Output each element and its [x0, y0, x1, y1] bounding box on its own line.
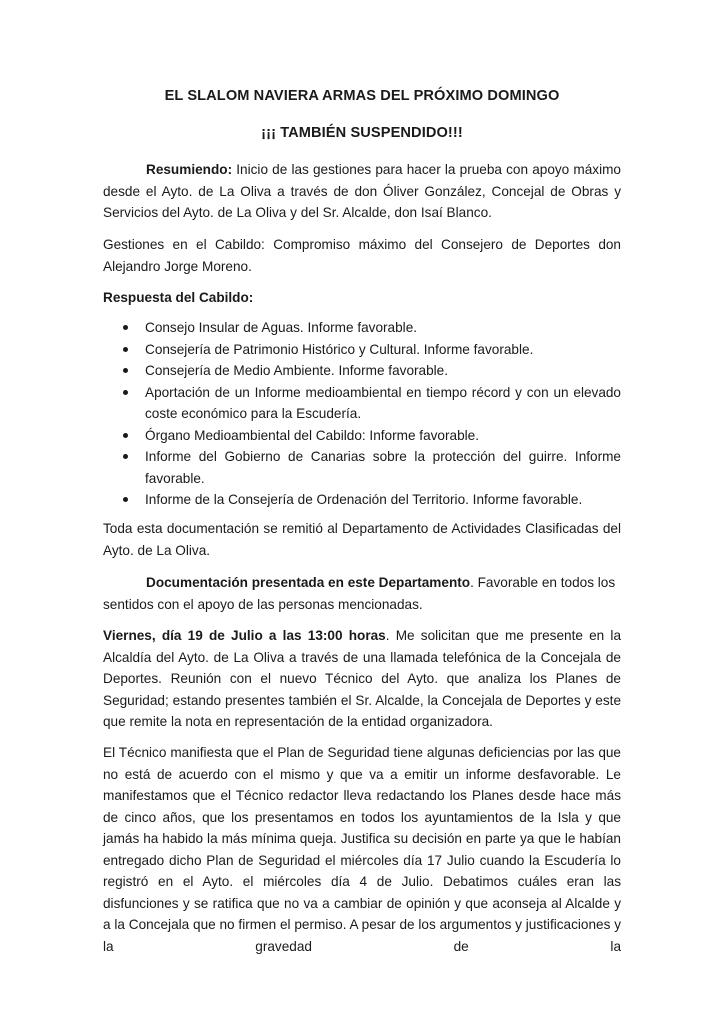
- department-label: Documentación presentada en este Departamento: [146, 575, 471, 590]
- bullet-icon: [123, 347, 128, 352]
- meeting-text: . Me solicitan que me presente en la Alcaldía del Ayto. de La Oliva a través de una llamada telefónica de la Concejala de Deportes. Reunión con el nuevo Técnico del Ayto. que analiza los Planes de Seguridad; estando presentes también el Sr. Alcalde, la Concejala de Deportes y este que remite la nota en representación de la entidad organizadora.: [103, 628, 621, 729]
- cabildo-response-heading-text: Respuesta del Cabildo:: [103, 290, 254, 305]
- technician-paragraph: El Técnico manifiesta que el Plan de Seguridad tiene algunas deficiencias por las que no está de acuerdo con el mismo y que va a emitir un informe desfavorable. Le manifestamos que el Técnico redactor lleva redactando los Planes desde hace más de cinco años, que los presentamos en todos los ayuntamientos de la Isla y que jamás ha habido la más mínima queja. Justifica su decisión en parte ya que le habían entregado dicho Plan de Seguridad el miércoles día 17 Julio cuando la Escudería lo registró en el Ayto. el miércoles día 4 de Julio. Debatimos cuáles eran las disfunciones y se ratifica que no va a cambiar de opinión y que aconseja al Alcalde y a la Concejala que no firmen el permiso. A pesar de los argumentos y justificaciones y la gravedad de la: [103, 745, 621, 954]
- document-title: EL SLALOM NAVIERA ARMAS DEL PRÓXIMO DOMINGO: [164, 88, 560, 104]
- bullet-icon: [123, 454, 128, 459]
- summary-label: Resumiendo:: [146, 162, 233, 177]
- meeting-date-label: Viernes, día 19 de Julio a las 13:00 horas: [103, 628, 386, 643]
- list-item-text: Informe del Gobierno de Canarias sobre la protección del guirre. Informe favorable.: [145, 449, 621, 486]
- cabildo-efforts-paragraph: Gestiones en el Cabildo: Compromiso máximo del Consejero de Deportes don Alejandro Jorge Moreno.: [103, 237, 621, 274]
- summary-text: Inicio de las gestiones para hacer la prueba con apoyo máximo desde el Ayto. de La Oliva a través de don Óliver González, Concejal de Obras y Servicios del Ayto. de La Oliva y del Sr. Alcalde, don Isaí Blanco.: [103, 162, 621, 220]
- document-subtitle: ¡¡¡ TAMBIÉN SUSPENDIDO!!!: [261, 125, 463, 141]
- list-item-text: Informe de la Consejería de Ordenación del Territorio. Informe favorable.: [145, 492, 583, 507]
- meeting-paragraph: [103, 625, 621, 733]
- list-item-text: Órgano Medioambiental del Cabildo: Informe favorable.: [145, 427, 479, 443]
- list-item: [103, 360, 621, 382]
- bullet-icon: [123, 368, 128, 373]
- list-item: [103, 425, 621, 447]
- list-item: [103, 317, 621, 339]
- cabildo-response-list: [103, 317, 621, 511]
- list-item: [103, 339, 621, 361]
- bullet-icon: [123, 390, 128, 395]
- list-item-text: Consejería de Medio Ambiente. Informe favorable.: [145, 363, 449, 378]
- summary-paragraph: [103, 159, 621, 224]
- department-text: . Favorable en todos los sentidos con el apoyo de las personas mencionadas.: [103, 575, 616, 612]
- bullet-icon: [123, 325, 128, 330]
- department-paragraph: [103, 572, 621, 615]
- cabildo-response-heading: [103, 287, 621, 309]
- list-item: [103, 446, 621, 489]
- bullet-icon: [123, 433, 128, 438]
- list-item-text: Aportación de un Informe medioambiental en tiempo récord y con un elevado coste económico para la Escudería.: [145, 384, 621, 421]
- list-item-text: Consejería de Patrimonio Histórico y Cultural. Informe favorable.: [145, 341, 534, 357]
- list-item: [103, 382, 621, 425]
- documentation-paragraph: Toda esta documentación se remitió al Departamento de Actividades Clasificadas del Ayto. de La Oliva.: [103, 521, 621, 558]
- list-item: [103, 489, 621, 511]
- bullet-icon: [123, 497, 128, 502]
- list-item-text: Consejo Insular de Aguas. Informe favorable.: [145, 320, 418, 335]
